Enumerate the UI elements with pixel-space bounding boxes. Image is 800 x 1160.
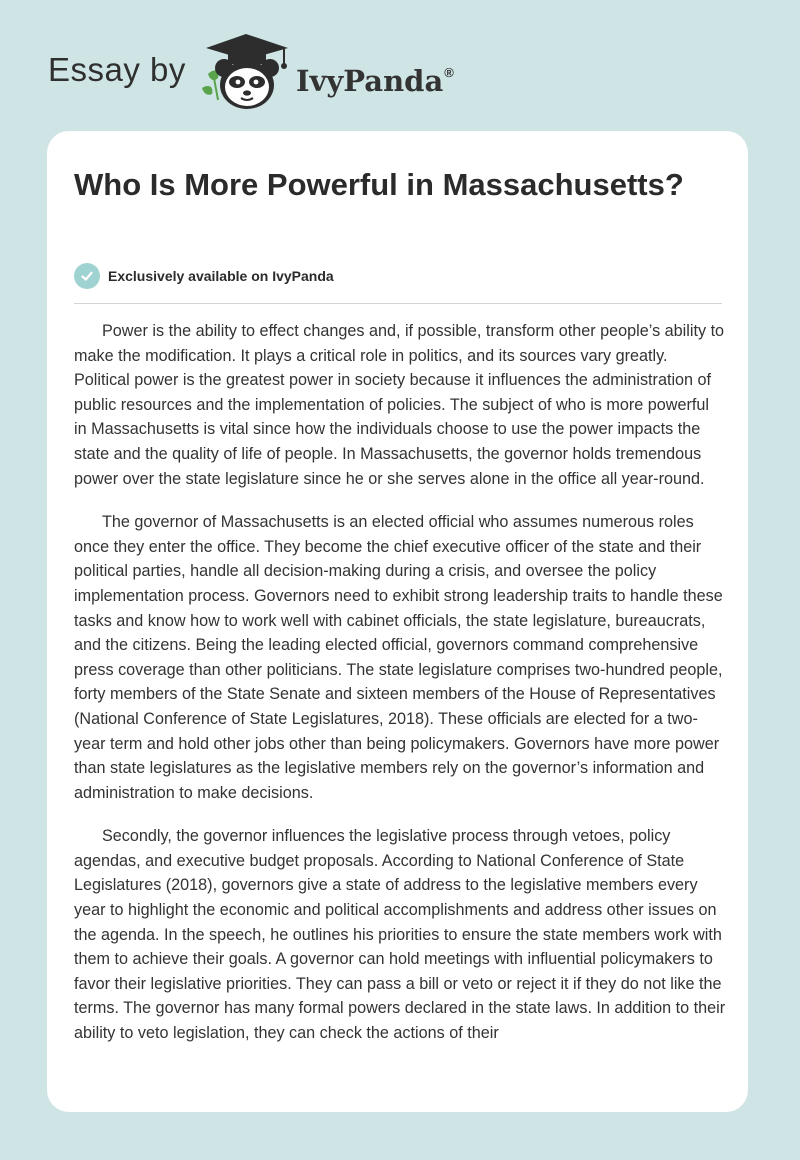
exclusive-badge-label: Exclusively available on IvyPanda xyxy=(108,268,334,284)
paragraph: Power is the ability to effect changes and, if possible, transform other people’s ability to make the modification. It plays a critical role in politics, and its sources vary greatly. Political power is the greatest power in society because it influences the administration of public resources and the implementation of policies. The subject of who is more powerful in Massachusetts is vital since how the individuals choose to use the power impacts the state and the quality of life of people. In Massachusetts, the governor holds tremendous power over the state legislature since he or she serves alone in the office all year-round. xyxy=(74,322,725,488)
registered-mark: ® xyxy=(444,65,454,80)
paragraph: The governor of Massachusetts is an elected official who assumes numerous roles once they enter the office. They become the chief executive officer of the state and their political parties, handle all decision-making during a crisis, and oversee the policy implementation process. Governors need to exhibit strong leadership traits to handle these tasks and know how to work well with cabinet officials, the state legislature, bureaucrats, and the citizens. Being the leading elected official, governors command comprehensive press coverage than other politicians. The state legislature comprises two-hundred people, forty members of the State Senate and sixteen members of the House of Representatives (National Conference of State Legislatures, 2018). These officials are elected for a two-year term and hold other jobs other than being policymakers. Governors have more power than state legislatures as the legislative members rely on the governor’s information and administration to make decisions. xyxy=(74,513,723,802)
brand-name[interactable] xyxy=(296,55,454,99)
essay-body xyxy=(74,319,726,1065)
site-header xyxy=(0,0,800,120)
exclusive-badge xyxy=(74,262,334,290)
essay-card xyxy=(47,131,748,1112)
page-title: Who Is More Powerful in Massachusetts? xyxy=(74,167,684,202)
ivypanda-logo[interactable] xyxy=(200,30,292,112)
paragraph: Secondly, the governor influences the legislative process through vetoes, policy agendas, and executive budget proposals. According to National Conference of State Legislatures (2018), governors give a state of address to the legislative members every year to highlight the economic and political accomplishments and address other issues on the agenda. In the speech, he outlines his priorities to ensure the state members work with them to achieve their goals. A governor can hold meetings with influential policymakers to favor their legislative priorities. They can pass a bill or veto or reject it if they do not like the terms. The governor has many formal powers declared in the state laws. In addition to their ability to veto legislation, they can check the actions of their xyxy=(74,827,726,1043)
brand-text: IvyPanda xyxy=(296,64,444,98)
check-circle-icon xyxy=(74,263,100,289)
essay-by-label: Essay by xyxy=(48,51,186,88)
divider xyxy=(74,303,722,304)
panda-mascot-icon xyxy=(200,30,292,112)
